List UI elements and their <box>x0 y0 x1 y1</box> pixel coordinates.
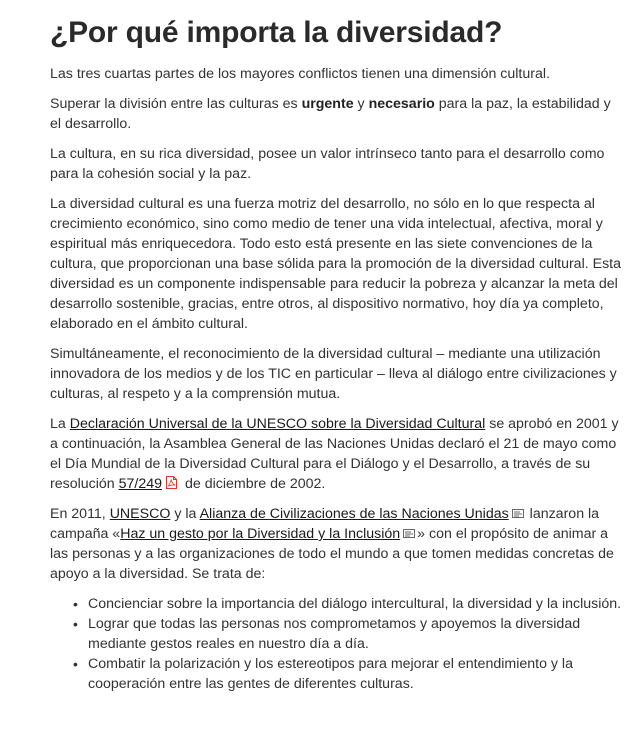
paragraph-urgency <box>50 94 622 134</box>
link-alliance-of-civilizations[interactable]: Alianza de Civilizaciones de las Naciones Unidas <box>199 506 509 522</box>
link-campaign[interactable]: Haz un gesto por la Diversidad y la Inclusión <box>120 526 401 542</box>
list-item <box>73 594 622 614</box>
bullet-icon: • <box>73 656 78 672</box>
link-resolution-57-249[interactable]: 57/249 <box>118 476 163 492</box>
paragraph-driving-force: La diversidad cultural es una fuerza motriz del desarrollo, no sólo en lo que respecta al crecimiento económico, sino como medio de tener una vida intelectual, afectiva, moral y espiritual más enriquecedora. Todo esto está presente en las siete convenciones de la cultura, que proporcionan una base sólida para la promoción de la diversidad cultural. Esta diversidad es un componente indispensable para reducir la pobreza y alcanzar la meta del desarrollo sostenible, gracias, entre otros, al dispositivo normativo, hoy día ya completo, elaborado en el ámbito cultural. <box>50 196 621 332</box>
bullet-icon: • <box>73 616 78 632</box>
text-segment: » con el propósito de animar a las personas y a las organizaciones de todo el mundo a que tomen medidas concretas de apoyo a la diversidad. Se trata de: <box>50 526 614 582</box>
text-segment: En 2011, <box>50 506 110 522</box>
text-segment: lanzaron la campaña « <box>50 506 600 542</box>
bullet-icon: • <box>73 596 78 612</box>
external-link-icon <box>512 509 524 518</box>
text-segment: se aprobó en 2001 y a continuación, la Asamblea General de las Naciones Unidas declaró el 21 de mayo como el Día Mundial de la Diversidad Cultural para el Diálogo y el Desarrollo, a través de su resolución <box>50 416 619 492</box>
pdf-icon <box>166 476 177 489</box>
text-segment: de diciembre de 2002. <box>181 476 326 492</box>
paragraph-culture-value: La cultura, en su rica diversidad, posee un valor intrínseco tanto para el desarrollo como para la cohesión social y la paz. <box>50 146 605 182</box>
article <box>50 0 622 694</box>
goals-list <box>50 594 622 694</box>
bold-necesario: necesario <box>368 96 435 112</box>
list-item-text: Combatir la polarización y los estereotipos para mejorar el entendimiento y la cooperación entre las gentes de diferentes culturas. <box>88 656 573 692</box>
list-item <box>73 614 622 654</box>
text-segment: y <box>353 96 369 112</box>
link-unesco-declaration[interactable]: Declaración Universal de la UNESCO sobre la Diversidad Cultural <box>69 416 486 432</box>
bold-urgente: urgente <box>301 96 354 112</box>
list-item-text: Lograr que todas las personas nos comprometamos y apoyemos la diversidad mediante gestos reales en nuestro día a día. <box>88 616 581 652</box>
text-segment: La <box>50 416 70 432</box>
text-segment: y la <box>170 506 200 522</box>
paragraph-declaration <box>50 414 622 494</box>
paragraph-recognition: Simultáneamente, el reconocimiento de la diversidad cultural – mediante una utilización innovadora de los medios y de los TIC en particular – lleva al diálogo entre civilizaciones y culturas, al respeto y a la comprensión mutua. <box>50 346 617 402</box>
list-item <box>73 654 622 694</box>
external-link-icon <box>403 529 415 538</box>
paragraph-conflicts: Las tres cuartas partes de los mayores conflictos tienen una dimensión cultural. <box>50 66 550 82</box>
link-unesco[interactable]: UNESCO <box>109 506 171 522</box>
text-segment: Superar la división entre las culturas es <box>50 96 302 112</box>
page-title: ¿Por qué importa la diversidad? <box>50 16 503 49</box>
list-item-text: Concienciar sobre la importancia del diálogo intercultural, la diversidad y la inclusión. <box>88 596 622 612</box>
text-segment: para la paz, la estabilidad y el desarrollo. <box>50 96 611 132</box>
paragraph-campaign <box>50 504 622 584</box>
